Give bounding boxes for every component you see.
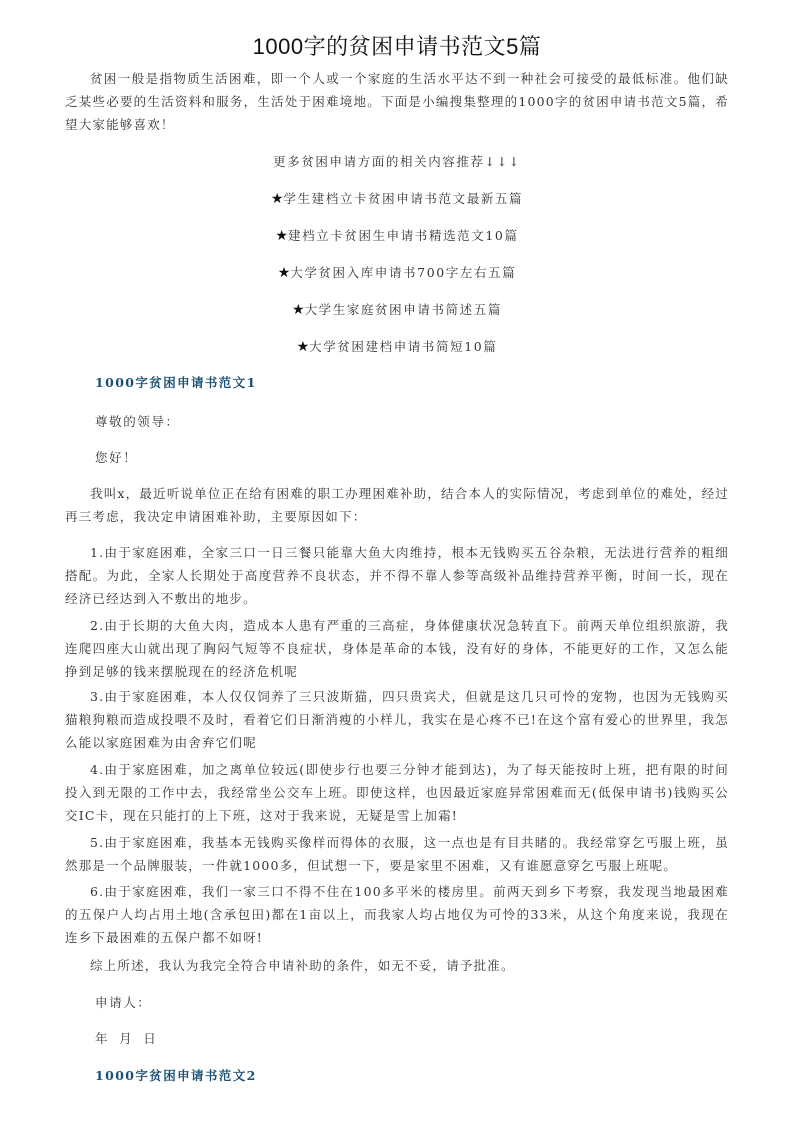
recommend-link-4[interactable]	[65, 298, 729, 322]
body-paragraph-reason-1: 1.由于家庭困难，全家三口一日三餐只能靠大鱼大肉维持，根本无钱购买五谷杂粮，无法进行营养的粗细搭配。为此，全家人长期处于高度营养不良状态，并不得不靠人参等高级补品维持营养平衡，时间一长，现在经济已经达到入不敷出的地步。	[65, 545, 729, 606]
recommend-link-label: 学生建档立卡贫困申请书范文最新五篇	[283, 191, 524, 206]
recommend-link-1[interactable]	[65, 187, 729, 211]
body-paragraph-intro: 我叫x，最近听说单位正在给有困难的职工办理困难补助，结合本人的实际情况，考虑到单位的难处，经过再三考虑，我决定申请困难补助，主要原因如下：	[65, 486, 729, 524]
date-day: 日	[143, 1031, 158, 1046]
salutation: 尊敬的领导：	[95, 414, 180, 429]
section-heading-2: 1000字贫困申请书范文2	[95, 1068, 257, 1083]
applicant-label: 申请人：	[95, 995, 152, 1010]
recommend-link-label: 大学贫困建档申请书简短10篇	[309, 339, 498, 354]
body-paragraph-conclusion: 综上所述，我认为我完全符合申请补助的条件，如无不妥，请予批准。	[90, 958, 515, 973]
star-icon: ★	[270, 191, 284, 207]
recommend-link-label: 建档立卡贫困生申请书精选范文10篇	[287, 228, 519, 243]
section-heading-1: 1000字贫困申请书范文1	[95, 375, 257, 390]
recommend-link-label: 大学贫困入库申请书700字左右五篇	[290, 265, 517, 280]
greeting: 您好！	[95, 450, 138, 465]
intro-paragraph: 贫困一般是指物质生活困难，即一个人或一个家庭的生活水平达不到一种社会可接受的最低标准。他们缺乏某些必要的生活资料和服务，生活处于困难境地。下面是小编搜集整理的1000字的贫困申请书范文5篇，希望大家能够喜欢！	[65, 71, 729, 132]
recommend-label: 更多贫困申请方面的相关内容推荐↓↓↓	[273, 154, 521, 169]
star-icon: ★	[296, 339, 310, 355]
date-year: 年	[95, 1031, 110, 1046]
star-icon: ★	[277, 265, 291, 281]
body-paragraph-reason-4: 4.由于家庭困难，加之离单位较远(即使步行也要三分钟才能到达)，为了每天能按时上班，把有限的时间投入到无限的工作中去，我经常坐公交车上班。即使这样，也因最近家庭异常困难而无(低保申请书)钱购买公交IC卡，现在只能打的上下班，这对于我来说，无疑是雪上加霜!	[65, 762, 729, 823]
recommend-link-5[interactable]	[65, 335, 729, 359]
star-icon: ★	[275, 228, 288, 244]
body-paragraph-reason-5: 5.由于家庭困难，我基本无钱购买像样而得体的衣服，这一点也是有目共睹的。我经常穿乞丐服上班，虽然那是一个品牌服装，一件就1000多，但试想一下，要是家里不困难，又有谁愿意穿乞丐服上班呢。	[65, 835, 729, 873]
date-line	[95, 1027, 167, 1050]
date-month: 月	[119, 1031, 134, 1046]
recommend-link-2[interactable]	[65, 224, 729, 248]
recommend-link-label: 大学生家庭贫困申请书简述五篇	[304, 302, 502, 317]
body-paragraph-reason-2: 2.由于长期的大鱼大肉，造成本人患有严重的三高症，身体健康状况急转直下。前两天单位组织旅游，我连爬四座大山就出现了胸闷气短等不良症状，身体是革命的本钱，没有好的身体，不能更好的工作，又怎么能挣到足够的钱来摆脱现在的经济危机呢	[65, 618, 729, 679]
star-icon: ★	[292, 302, 305, 318]
recommend-link-3[interactable]	[65, 261, 729, 285]
body-paragraph-reason-6: 6.由于家庭困难，我们一家三口不得不住在100多平米的楼房里。前两天到乡下考察，我发现当地最困难的五保户人均占用土地(含承包田)都在1亩以上，而我家人均占地仅为可怜的33米，从这个角度来说，我现在连乡下最困难的五保户都不如呀!	[65, 884, 729, 945]
body-paragraph-reason-3: 3.由于家庭困难，本人仅仅饲养了三只波斯猫，四只贵宾犬，但就是这几只可怜的宠物，也因为无钱购买猫粮狗粮而造成投喂不及时，看着它们日渐消瘦的小样儿，我实在是心疼不已!在这个富有爱心的世界里，我怎么能以家庭困难为由舍弃它们呢	[65, 689, 729, 750]
document-title: 1000字的贫困申请书范文5篇	[252, 34, 542, 59]
